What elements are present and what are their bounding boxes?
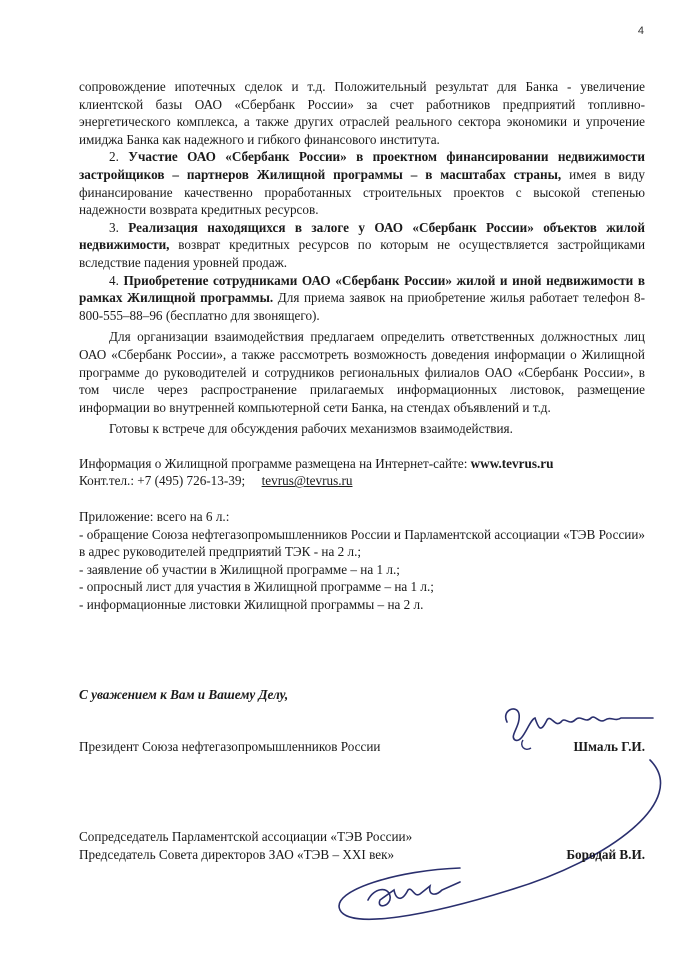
attachments-heading: Приложение: всего на 6 л.: (79, 509, 230, 525)
list-item-3-number: 3. (109, 219, 129, 235)
attachment-item: - заявление об участии в Жилищной программе – на 1 л.; (79, 561, 400, 577)
website-line (79, 455, 645, 473)
list-item-2-bold: Участие ОАО «Сбербанк России» в проектном финансировании недвижимости застройщиков – партнеров Жилищной программы – в масштабах страны, (79, 149, 645, 182)
letter-body (79, 78, 645, 614)
list-item-4-number: 4. (109, 272, 124, 288)
attachment-item: - информационные листовки Жилищной программы – на 2 л. (79, 597, 424, 613)
page-number: 4 (637, 25, 644, 37)
contact-email-link[interactable]: tevrus@tevrus.ru (261, 473, 353, 489)
attachment-item: - обращение Союза нефтегазопромышленников России и Парламентской ассоциации «ТЭВ России» в адрес руководителей предприятий ТЭК - на 2 л.; (79, 526, 645, 560)
closing-line: С уважением к Вам и Вашему Делу, (79, 687, 289, 702)
signatory-2-title-1: Сопредседатель Парламентской ассоциации «ТЭВ России» (79, 829, 413, 844)
list-item-2 (79, 148, 645, 218)
signatory-2-name: Бородай В.И. (566, 847, 645, 862)
list-item-2-text: имея в виду финансирование качественно проработанных строительных проектов с высокой степенью надежности возврата кредитных ресурсов. (79, 166, 645, 218)
paragraph-organization: Для организации взаимодействия предлагаем определить ответственных должностных лиц ОАО «Сбербанк России», а также рассмотреть возможность доведения информации о Жилищной программе до руководителей и сотрудников региональных филиалов ОАО «Сбербанк России», в том числе через распространение прилагаемых информационных листовок, размещение информации во внутренней компьютерной сети Банка, на стендах объявлений и т.д. (79, 329, 645, 415)
list-item-4 (79, 272, 645, 325)
paragraph-ready: Готовы к встрече для обсуждения рабочих механизмов взаимодействия. (109, 421, 513, 437)
list-item-2-number: 2. (109, 149, 129, 165)
contact-phone: Конт.тел.: +7 (495) 726-13-39; (79, 473, 246, 489)
list-item-3-text: возврат кредитных ресурсов по которым не осуществляется застройщиками вследствие падения уровней продаж. (79, 237, 645, 270)
website-link[interactable]: www.tevrus.ru (470, 455, 554, 471)
list-item-3-bold: Реализация находящихся в залоге у ОАО «Сбербанк России» объектов жилой недвижимости, (79, 219, 645, 253)
contact-line (79, 472, 645, 490)
signatory-1-name: Шмаль Г.И. (573, 739, 645, 754)
list-item-4-bold: Приобретение сотрудниками ОАО «Сбербанк России» жилой и иной недвижимости в рамках Жилищной программы. (79, 272, 645, 306)
list-item-3 (79, 219, 645, 272)
paragraph-intro: сопровождение ипотечных сделок и т.д. Положительный результат для Банка - увеличение клиентской базы ОАО «Сбербанк России» за счет работников предприятий топливно-энергетического комплекса, а также других отраслей реального сектора экономики и упрочение имиджа Банка как надежного и гибкого финансового института. (79, 79, 645, 147)
website-prefix: Информация о Жилищной программе размещена на Интернет-сайте: (79, 455, 471, 471)
signatory-2-row (79, 846, 645, 864)
signatory-1-title: Президент Союза нефтегазопромышленников России (79, 739, 381, 754)
attachment-item: - опросный лист для участия в Жилищной программе – на 1 л.; (79, 579, 434, 595)
signatory-2-title-2: Председатель Совета директоров ЗАО «ТЭВ – XXI век» (79, 847, 395, 862)
list-item-4-text: Для приема заявок на приобретение жилья работает телефон 8-800-555–88–96 (бесплатно для звонящего). (79, 290, 645, 323)
